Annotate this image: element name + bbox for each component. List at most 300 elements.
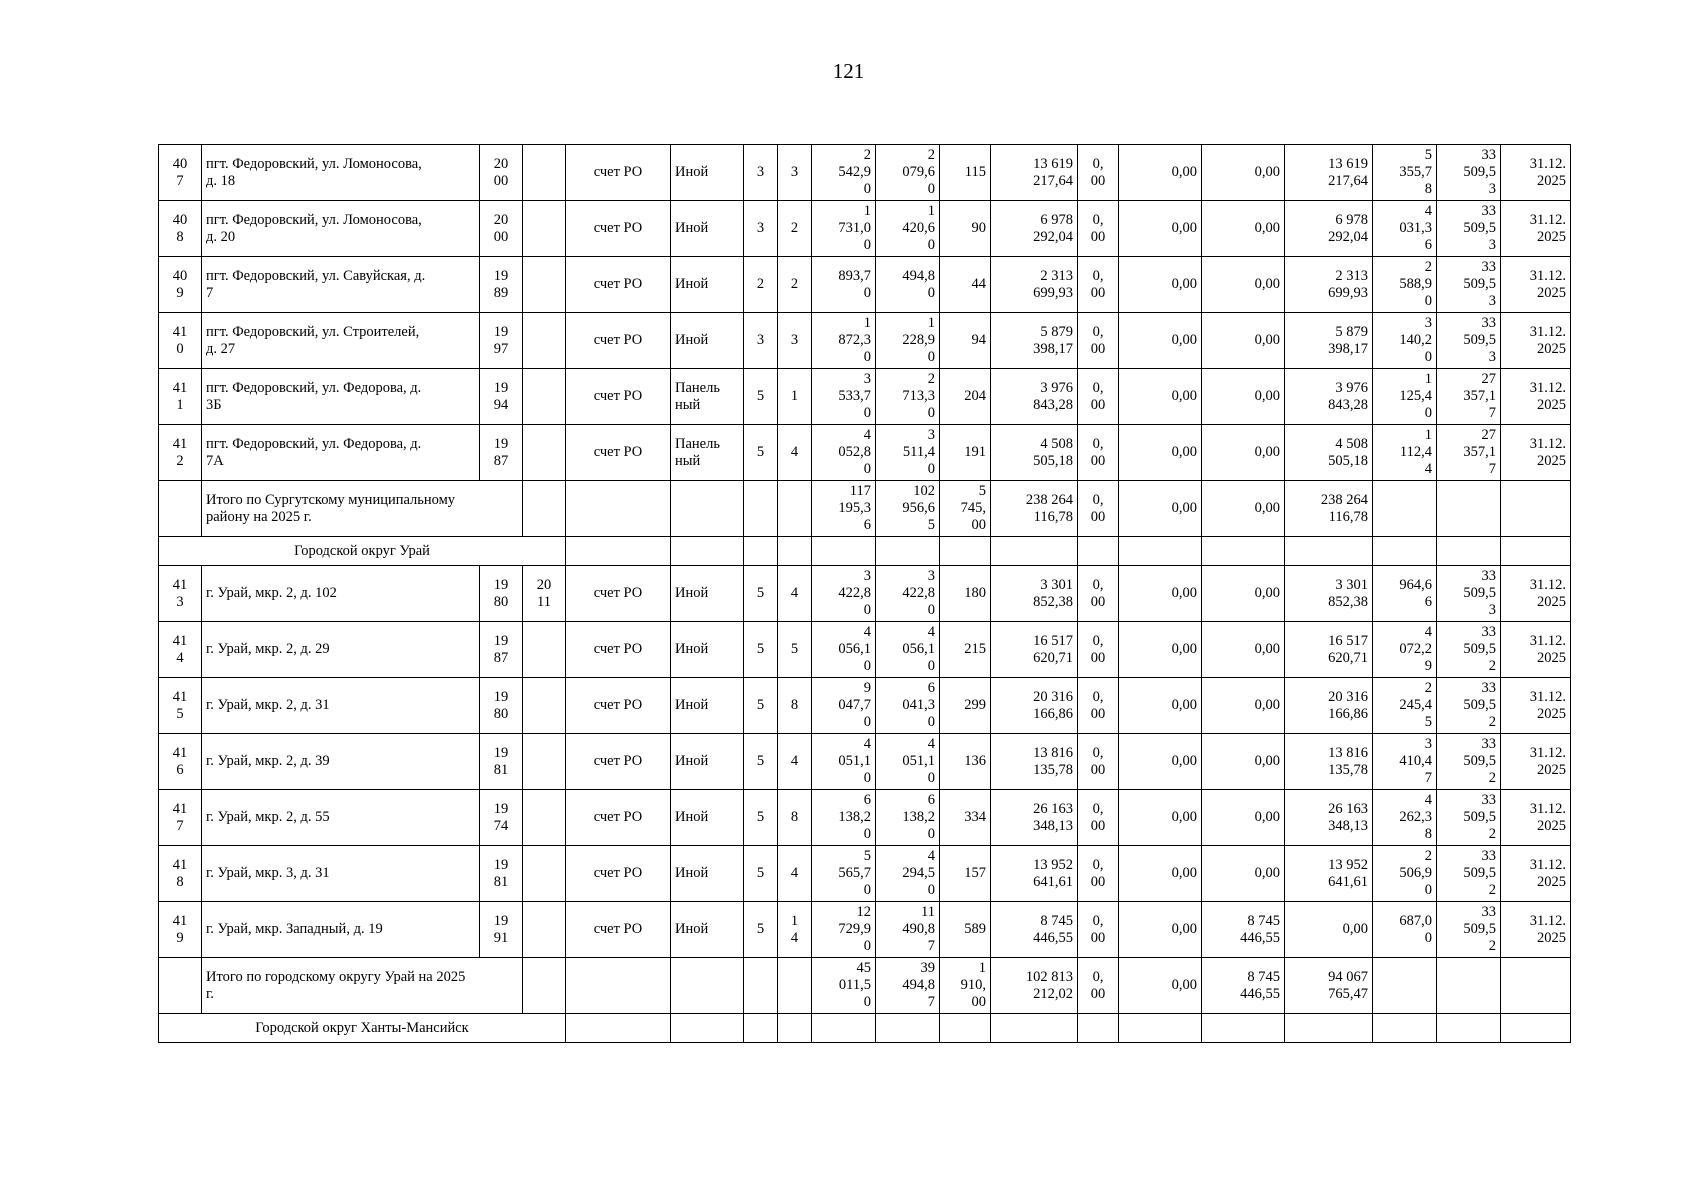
cost-owners-cell: 13 952 641,61 (1285, 846, 1373, 902)
address-cell: г. Урай, мкр. Западный, д. 19 (202, 902, 480, 958)
wall-material-cell: Иной (671, 622, 744, 678)
area-living-cell: 3 511,4 0 (876, 425, 940, 481)
fund-method-cell: счет РО (566, 201, 671, 257)
cost-local-cell: 0,00 (1202, 481, 1285, 537)
area-living-cell: 4 051,1 0 (876, 734, 940, 790)
area-living-cell: 102 956,6 5 (876, 481, 940, 537)
area-total-cell: 5 565,7 0 (812, 846, 876, 902)
empty-cell (778, 537, 812, 566)
cost-fund-cell: 0, 00 (1078, 369, 1119, 425)
cost-fund-cell: 0, 00 (1078, 201, 1119, 257)
cost-owners-cell: 16 517 620,71 (1285, 622, 1373, 678)
fund-cell (566, 958, 671, 1014)
area-total-cell: 2 542,9 0 (812, 145, 876, 201)
empty-cell (991, 537, 1078, 566)
cost-budget-cell: 0,00 (1119, 622, 1202, 678)
unit-cost-cell: 4 262,3 8 (1373, 790, 1437, 846)
wall-material-cell: Иной (671, 566, 744, 622)
year-built-cell: 19 80 (480, 678, 523, 734)
area-living-cell: 4 056,1 0 (876, 622, 940, 678)
unit-cost-cell: 1 112,4 4 (1373, 425, 1437, 481)
cost-fund-cell: 0, 00 (1078, 145, 1119, 201)
unit-cost-cell: 5 355,7 8 (1373, 145, 1437, 201)
wall-material-cell: Панель ный (671, 425, 744, 481)
cost-owners-cell: 238 264 116,78 (1285, 481, 1373, 537)
wall-material-cell: Иной (671, 678, 744, 734)
residents-cell: 204 (940, 369, 991, 425)
cost-local-cell: 8 745 446,55 (1202, 902, 1285, 958)
area-total-cell: 893,7 0 (812, 257, 876, 313)
year-renovated-cell (523, 678, 566, 734)
empty-cell (1202, 1014, 1285, 1043)
residents-cell: 157 (940, 846, 991, 902)
cost-budget-cell: 0,00 (1119, 678, 1202, 734)
empty-cell (1078, 1014, 1119, 1043)
wall-material-cell: Иной (671, 846, 744, 902)
wall-material-cell: Иной (671, 145, 744, 201)
wall-cell (671, 481, 744, 537)
empty-cell (744, 537, 778, 566)
wall-material-cell: Иной (671, 790, 744, 846)
empty-cell (991, 1014, 1078, 1043)
address-cell: пгт. Федоровский, ул. Федорова, д. 3Б (202, 369, 480, 425)
entrances-cell: 4 (778, 846, 812, 902)
residents-cell: 136 (940, 734, 991, 790)
floors-cell (744, 958, 778, 1014)
floors-cell (744, 481, 778, 537)
empty-cell (876, 1014, 940, 1043)
floors-cell: 3 (744, 313, 778, 369)
address-cell: пгт. Федоровский, ул. Савуйская, д. 7 (202, 257, 480, 313)
row-number-cell: 41 7 (159, 790, 202, 846)
fund-method-cell: счет РО (566, 678, 671, 734)
residents-cell: 90 (940, 201, 991, 257)
table-row (159, 425, 1571, 481)
area-total-cell: 6 138,2 0 (812, 790, 876, 846)
table-row (159, 566, 1571, 622)
cost-budget-cell: 0,00 (1119, 257, 1202, 313)
entrances-cell: 1 4 (778, 902, 812, 958)
unit-cost-cell: 1 125,4 0 (1373, 369, 1437, 425)
empty-cell (940, 1014, 991, 1043)
table-row (159, 145, 1571, 201)
table-total-row (159, 958, 1571, 1014)
area-living-cell: 1 420,6 0 (876, 201, 940, 257)
year-renovated-cell: 20 11 (523, 566, 566, 622)
year-built-cell: 20 00 (480, 201, 523, 257)
cost-local-cell: 0,00 (1202, 257, 1285, 313)
cost-owners-cell: 6 978 292,04 (1285, 201, 1373, 257)
row-number-cell (159, 481, 202, 537)
cost-owners-cell: 26 163 348,13 (1285, 790, 1373, 846)
empty-cell (876, 537, 940, 566)
cost-budget-cell: 0,00 (1119, 790, 1202, 846)
entrances-cell: 4 (778, 734, 812, 790)
deadline-cell: 31.12. 2025 (1501, 622, 1571, 678)
unit-cost-cell: 2 506,9 0 (1373, 846, 1437, 902)
cost-total-cell: 3 976 843,28 (991, 369, 1078, 425)
row-number-cell: 41 0 (159, 313, 202, 369)
area-total-cell: 4 056,1 0 (812, 622, 876, 678)
deadline-cell: 31.12. 2025 (1501, 734, 1571, 790)
cost-total-cell: 102 813 212,02 (991, 958, 1078, 1014)
year-built-cell: 19 81 (480, 734, 523, 790)
entrances-cell: 8 (778, 790, 812, 846)
fund-cell (566, 481, 671, 537)
area-total-cell: 117 195,3 6 (812, 481, 876, 537)
empty-cell (566, 1014, 671, 1043)
year-renovated-cell (523, 846, 566, 902)
cost-budget-cell: 0,00 (1119, 481, 1202, 537)
capital-repair-table (158, 144, 1571, 1043)
cost-owners-cell: 20 316 166,86 (1285, 678, 1373, 734)
deadline-cell: 31.12. 2025 (1501, 425, 1571, 481)
unit-cost-cell: 4 031,3 6 (1373, 201, 1437, 257)
empty-cell (1501, 537, 1571, 566)
cost-local-cell: 0,00 (1202, 425, 1285, 481)
empty-cell (566, 537, 671, 566)
year-built-cell: 19 94 (480, 369, 523, 425)
max-unit-cost-cell: 33 509,5 2 (1437, 790, 1501, 846)
area-living-cell: 2 079,6 0 (876, 145, 940, 201)
wall-material-cell: Иной (671, 734, 744, 790)
address-cell: г. Урай, мкр. 2, д. 31 (202, 678, 480, 734)
year-built-cell: 20 00 (480, 145, 523, 201)
cost-total-cell: 5 879 398,17 (991, 313, 1078, 369)
cost-total-cell: 16 517 620,71 (991, 622, 1078, 678)
row-number-cell: 40 8 (159, 201, 202, 257)
entrances-cell: 4 (778, 425, 812, 481)
max-unit-cost-cell: 27 357,1 7 (1437, 369, 1501, 425)
cost-budget-cell: 0,00 (1119, 734, 1202, 790)
empty-cell (1285, 1014, 1373, 1043)
cost-local-cell: 0,00 (1202, 790, 1285, 846)
cost-owners-cell: 5 879 398,17 (1285, 313, 1373, 369)
cost-local-cell: 0,00 (1202, 313, 1285, 369)
floors-cell: 3 (744, 201, 778, 257)
year-built-cell: 19 89 (480, 257, 523, 313)
section-title-cell: Городской округ Урай (159, 537, 566, 566)
floors-cell: 5 (744, 790, 778, 846)
cost-budget-cell: 0,00 (1119, 369, 1202, 425)
empty-cell (812, 537, 876, 566)
year-renovated-cell (523, 481, 566, 537)
fund-method-cell: счет РО (566, 369, 671, 425)
area-total-cell: 4 051,1 0 (812, 734, 876, 790)
year-built-cell: 19 74 (480, 790, 523, 846)
area-total-cell: 1 872,3 0 (812, 313, 876, 369)
table-row (159, 790, 1571, 846)
cost-local-cell: 0,00 (1202, 201, 1285, 257)
wall-material-cell: Иной (671, 313, 744, 369)
max-unit-cost-cell: 33 509,5 3 (1437, 145, 1501, 201)
row-number-cell: 41 3 (159, 566, 202, 622)
cost-total-cell: 6 978 292,04 (991, 201, 1078, 257)
row-number-cell: 41 4 (159, 622, 202, 678)
fund-method-cell: счет РО (566, 790, 671, 846)
max-unit-cost-cell: 33 509,5 3 (1437, 201, 1501, 257)
empty-cell (1078, 537, 1119, 566)
year-renovated-cell (523, 790, 566, 846)
cost-total-cell: 238 264 116,78 (991, 481, 1078, 537)
area-living-cell: 3 422,8 0 (876, 566, 940, 622)
row-number-cell: 40 7 (159, 145, 202, 201)
empty-cell (744, 1014, 778, 1043)
cost-total-cell: 2 313 699,93 (991, 257, 1078, 313)
residents-cell: 1 910, 00 (940, 958, 991, 1014)
deadline-cell: 31.12. 2025 (1501, 846, 1571, 902)
cost-local-cell: 0,00 (1202, 846, 1285, 902)
deadline-cell: 31.12. 2025 (1501, 313, 1571, 369)
cost-fund-cell: 0, 00 (1078, 790, 1119, 846)
wall-material-cell: Панель ный (671, 369, 744, 425)
deadline-cell: 31.12. 2025 (1501, 369, 1571, 425)
unit-cost-cell: 3 140,2 0 (1373, 313, 1437, 369)
residents-cell: 115 (940, 145, 991, 201)
table-row (159, 902, 1571, 958)
residents-cell: 5 745, 00 (940, 481, 991, 537)
entrances-cell: 5 (778, 622, 812, 678)
entrances-cell: 1 (778, 369, 812, 425)
cost-owners-cell: 3 976 843,28 (1285, 369, 1373, 425)
deadline-cell (1501, 958, 1571, 1014)
table-row (159, 622, 1571, 678)
year-renovated-cell (523, 257, 566, 313)
floors-cell: 5 (744, 622, 778, 678)
empty-cell (1437, 1014, 1501, 1043)
cost-owners-cell: 94 067 765,47 (1285, 958, 1373, 1014)
address-cell: г. Урай, мкр. 3, д. 31 (202, 846, 480, 902)
area-total-cell: 3 533,7 0 (812, 369, 876, 425)
deadline-cell: 31.12. 2025 (1501, 257, 1571, 313)
cost-fund-cell: 0, 00 (1078, 566, 1119, 622)
area-living-cell: 2 713,3 0 (876, 369, 940, 425)
area-living-cell: 6 138,2 0 (876, 790, 940, 846)
cost-fund-cell: 0, 00 (1078, 313, 1119, 369)
unit-cost-cell: 4 072,2 9 (1373, 622, 1437, 678)
cost-total-cell: 13 952 641,61 (991, 846, 1078, 902)
empty-cell (1373, 537, 1437, 566)
table-row (159, 734, 1571, 790)
row-number-cell: 41 6 (159, 734, 202, 790)
year-built-cell: 19 80 (480, 566, 523, 622)
year-renovated-cell (523, 734, 566, 790)
cost-fund-cell: 0, 00 (1078, 257, 1119, 313)
max-unit-cost-cell: 27 357,1 7 (1437, 425, 1501, 481)
empty-cell (1373, 1014, 1437, 1043)
cost-owners-cell: 13 816 135,78 (1285, 734, 1373, 790)
total-label-cell: Итого по городскому округу Урай на 2025 г. (202, 958, 523, 1014)
max-unit-cost-cell: 33 509,5 2 (1437, 622, 1501, 678)
cost-local-cell: 0,00 (1202, 678, 1285, 734)
year-renovated-cell (523, 902, 566, 958)
area-total-cell: 3 422,8 0 (812, 566, 876, 622)
fund-method-cell: счет РО (566, 566, 671, 622)
row-number-cell (159, 958, 202, 1014)
wall-cell (671, 958, 744, 1014)
empty-cell (671, 537, 744, 566)
area-total-cell: 9 047,7 0 (812, 678, 876, 734)
cost-local-cell: 0,00 (1202, 734, 1285, 790)
table-row (159, 257, 1571, 313)
max-unit-cost-cell: 33 509,5 2 (1437, 846, 1501, 902)
fund-method-cell: счет РО (566, 145, 671, 201)
area-total-cell: 12 729,9 0 (812, 902, 876, 958)
floors-cell: 5 (744, 369, 778, 425)
section-title-cell: Городской округ Ханты-Мансийск (159, 1014, 566, 1043)
cost-owners-cell: 0,00 (1285, 902, 1373, 958)
deadline-cell: 31.12. 2025 (1501, 790, 1571, 846)
cost-local-cell: 8 745 446,55 (1202, 958, 1285, 1014)
area-total-cell: 4 052,8 0 (812, 425, 876, 481)
unit-cost-cell (1373, 481, 1437, 537)
row-number-cell: 41 9 (159, 902, 202, 958)
table-row (159, 846, 1571, 902)
max-unit-cost-cell: 33 509,5 3 (1437, 313, 1501, 369)
empty-cell (940, 537, 991, 566)
unit-cost-cell: 2 245,4 5 (1373, 678, 1437, 734)
unit-cost-cell (1373, 958, 1437, 1014)
cost-total-cell: 26 163 348,13 (991, 790, 1078, 846)
empty-cell (671, 1014, 744, 1043)
address-cell: г. Урай, мкр. 2, д. 29 (202, 622, 480, 678)
table-body (159, 145, 1571, 1043)
table-section-row (159, 537, 1571, 566)
row-number-cell: 41 8 (159, 846, 202, 902)
area-total-cell: 1 731,0 0 (812, 201, 876, 257)
cost-local-cell: 0,00 (1202, 566, 1285, 622)
cost-total-cell: 4 508 505,18 (991, 425, 1078, 481)
cost-budget-cell: 0,00 (1119, 425, 1202, 481)
cost-fund-cell: 0, 00 (1078, 425, 1119, 481)
cost-budget-cell: 0,00 (1119, 145, 1202, 201)
entrances-cell: 3 (778, 145, 812, 201)
table-row (159, 201, 1571, 257)
area-living-cell: 39 494,8 7 (876, 958, 940, 1014)
floors-cell: 5 (744, 846, 778, 902)
page-number: 121 (832, 59, 865, 83)
deadline-cell: 31.12. 2025 (1501, 678, 1571, 734)
cost-fund-cell: 0, 00 (1078, 734, 1119, 790)
row-number-cell: 41 5 (159, 678, 202, 734)
cost-total-cell: 20 316 166,86 (991, 678, 1078, 734)
max-unit-cost-cell: 33 509,5 3 (1437, 257, 1501, 313)
year-built-cell: 19 91 (480, 902, 523, 958)
entrances-cell: 8 (778, 678, 812, 734)
area-living-cell: 4 294,5 0 (876, 846, 940, 902)
max-unit-cost-cell (1437, 481, 1501, 537)
cost-fund-cell: 0, 00 (1078, 846, 1119, 902)
cost-local-cell: 0,00 (1202, 145, 1285, 201)
floors-cell: 5 (744, 425, 778, 481)
table-row (159, 313, 1571, 369)
cost-fund-cell: 0, 00 (1078, 958, 1119, 1014)
floors-cell: 5 (744, 566, 778, 622)
cost-fund-cell: 0, 00 (1078, 622, 1119, 678)
entrances-cell: 2 (778, 257, 812, 313)
cost-total-cell: 3 301 852,38 (991, 566, 1078, 622)
cost-budget-cell: 0,00 (1119, 902, 1202, 958)
unit-cost-cell: 687,0 0 (1373, 902, 1437, 958)
address-cell: пгт. Федоровский, ул. Ломоносова, д. 20 (202, 201, 480, 257)
cost-owners-cell: 2 313 699,93 (1285, 257, 1373, 313)
empty-cell (1202, 537, 1285, 566)
cost-budget-cell: 0,00 (1119, 201, 1202, 257)
cost-local-cell: 0,00 (1202, 622, 1285, 678)
empty-cell (1437, 537, 1501, 566)
deadline-cell: 31.12. 2025 (1501, 902, 1571, 958)
cost-budget-cell: 0,00 (1119, 846, 1202, 902)
cost-owners-cell: 3 301 852,38 (1285, 566, 1373, 622)
cost-fund-cell: 0, 00 (1078, 481, 1119, 537)
residents-cell: 191 (940, 425, 991, 481)
empty-cell (1501, 1014, 1571, 1043)
year-renovated-cell (523, 313, 566, 369)
address-cell: г. Урай, мкр. 2, д. 39 (202, 734, 480, 790)
unit-cost-cell: 964,6 6 (1373, 566, 1437, 622)
year-renovated-cell (523, 145, 566, 201)
entrances-cell: 2 (778, 201, 812, 257)
empty-cell (1119, 1014, 1202, 1043)
year-built-cell: 19 97 (480, 313, 523, 369)
entrances-cell: 4 (778, 566, 812, 622)
residents-cell: 94 (940, 313, 991, 369)
fund-method-cell: счет РО (566, 313, 671, 369)
total-label-cell: Итого по Сургутскому муниципальному району на 2025 г. (202, 481, 523, 537)
address-cell: г. Урай, мкр. 2, д. 102 (202, 566, 480, 622)
unit-cost-cell: 2 588,9 0 (1373, 257, 1437, 313)
table-total-row (159, 481, 1571, 537)
row-number-cell: 40 9 (159, 257, 202, 313)
area-living-cell: 1 228,9 0 (876, 313, 940, 369)
area-living-cell: 6 041,3 0 (876, 678, 940, 734)
area-living-cell: 494,8 0 (876, 257, 940, 313)
row-number-cell: 41 2 (159, 425, 202, 481)
address-cell: г. Урай, мкр. 2, д. 55 (202, 790, 480, 846)
max-unit-cost-cell: 33 509,5 3 (1437, 566, 1501, 622)
row-number-cell: 41 1 (159, 369, 202, 425)
fund-method-cell: счет РО (566, 257, 671, 313)
area-total-cell: 45 011,5 0 (812, 958, 876, 1014)
cost-budget-cell: 0,00 (1119, 958, 1202, 1014)
wall-material-cell: Иной (671, 902, 744, 958)
address-cell: пгт. Федоровский, ул. Ломоносова, д. 18 (202, 145, 480, 201)
deadline-cell: 31.12. 2025 (1501, 145, 1571, 201)
year-renovated-cell (523, 622, 566, 678)
year-built-cell: 19 87 (480, 622, 523, 678)
fund-method-cell: счет РО (566, 902, 671, 958)
floors-cell: 5 (744, 902, 778, 958)
cost-fund-cell: 0, 00 (1078, 678, 1119, 734)
cost-owners-cell: 4 508 505,18 (1285, 425, 1373, 481)
table-row (159, 678, 1571, 734)
cost-budget-cell: 0,00 (1119, 566, 1202, 622)
empty-cell (1119, 537, 1202, 566)
address-cell: пгт. Федоровский, ул. Федорова, д. 7А (202, 425, 480, 481)
wall-material-cell: Иной (671, 201, 744, 257)
cost-total-cell: 8 745 446,55 (991, 902, 1078, 958)
residents-cell: 180 (940, 566, 991, 622)
fund-method-cell: счет РО (566, 846, 671, 902)
table-row (159, 369, 1571, 425)
empty-cell (1285, 537, 1373, 566)
max-unit-cost-cell (1437, 958, 1501, 1014)
cost-fund-cell: 0, 00 (1078, 902, 1119, 958)
cost-owners-cell: 13 619 217,64 (1285, 145, 1373, 201)
floors-cell: 2 (744, 257, 778, 313)
year-renovated-cell (523, 425, 566, 481)
table-section-row (159, 1014, 1571, 1043)
